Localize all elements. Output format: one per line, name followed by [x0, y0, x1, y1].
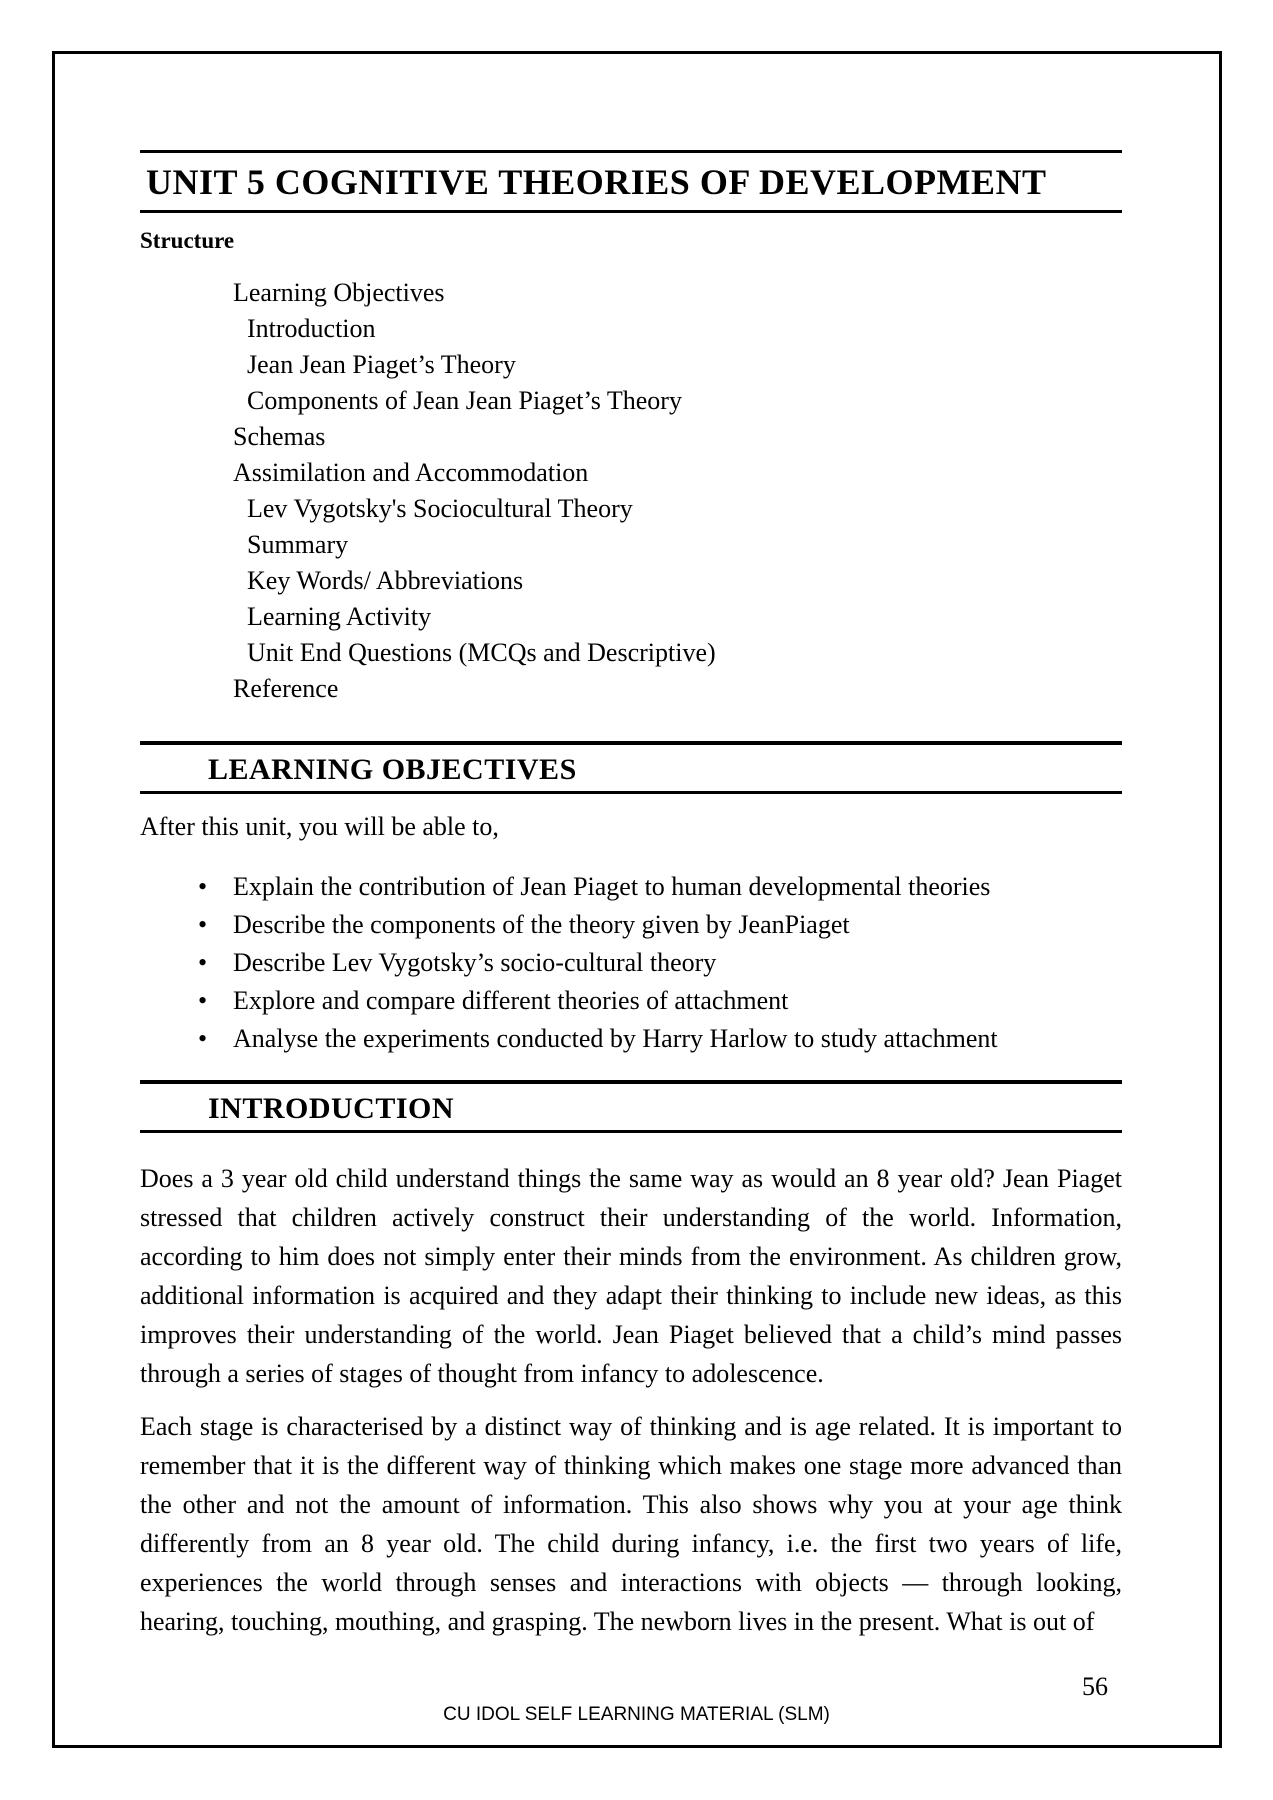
structure-item: Unit End Questions (MCQs and Descriptive)	[247, 638, 716, 668]
list-item	[140, 868, 1122, 906]
footer-text: CU IDOL SELF LEARNING MATERIAL (SLM)	[443, 1704, 830, 1725]
structure-heading: Structure	[140, 228, 235, 254]
page-content	[140, 54, 1122, 1641]
bullet-icon: •	[198, 1024, 208, 1054]
section-header-learning-objectives	[140, 741, 1122, 794]
intro-paragraph-1: Does a 3 year old child understand things the same way as would an 8 year old? Jean Piaget stressed that children actively construct their understanding of the world. Information, according to him does not simply enter their minds from the environment. As children grow, additional information is acquired and they adapt their thinking to include new ideas, as this improves their understanding of the world. Jean Piaget believed that a child’s mind passes through a series of stages of thought from infancy to adolescence.	[140, 1164, 1122, 1389]
list-item	[140, 1020, 1122, 1058]
intro-paragraph-2: Each stage is characterised by a distinct way of thinking and is age related. It is important to remember that it is the different way of thinking which makes one stage more advanced than the other and not the amount of information. This also shows why you at your age think differently from an 8 year old. The child during infancy, i.e. the first two years of life, experiences the world through senses and interactions with objects — through looking, hearing, touching, mouthing, and grasping. The newborn lives in the present. What is out of	[140, 1412, 1122, 1637]
structure-item: Learning Objectives	[233, 278, 445, 308]
page-number: 56	[1082, 1672, 1108, 1701]
list-item	[140, 944, 1122, 982]
structure-item: Schemas	[233, 422, 326, 452]
bullet-icon: •	[198, 872, 208, 902]
list-item	[140, 906, 1122, 944]
structure-item: Reference	[233, 674, 339, 704]
objectives-list	[140, 868, 1122, 1058]
structure-item: Lev Vygotsky's Sociocultural Theory	[247, 494, 633, 524]
introduction-heading: INTRODUCTION	[208, 1092, 455, 1126]
section-header-introduction	[140, 1080, 1122, 1133]
objective-text: Describe Lev Vygotsky’s socio-cultural theory	[233, 948, 717, 978]
bullet-icon: •	[198, 948, 208, 978]
unit-title-block	[140, 150, 1122, 213]
objective-text: Describe the components of the theory given by JeanPiaget	[233, 910, 850, 940]
structure-item: Components of Jean Jean Piaget’s Theory	[247, 386, 682, 416]
structure-item: Introduction	[247, 314, 376, 344]
structure-item: Learning Activity	[247, 602, 432, 632]
objective-text: Analyse the experiments conducted by Harry Harlow to study attachment	[233, 1024, 998, 1054]
structure-item: Assimilation and Accommodation	[233, 458, 589, 488]
learning-objectives-heading: LEARNING OBJECTIVES	[208, 753, 577, 787]
bullet-icon: •	[198, 986, 208, 1016]
objectives-intro-line: After this unit, you will be able to,	[140, 812, 499, 842]
list-item	[140, 982, 1122, 1020]
structure-list	[140, 275, 1122, 707]
structure-item: Key Words/ Abbreviations	[247, 566, 524, 596]
structure-item: Summary	[247, 530, 349, 560]
objective-text: Explain the contribution of Jean Piaget to human developmental theories	[233, 872, 991, 902]
page-border-frame	[52, 51, 1222, 1748]
bullet-icon: •	[198, 910, 208, 940]
page-title: UNIT 5 COGNITIVE THEORIES OF DEVELOPMENT	[146, 162, 1047, 202]
structure-item: Jean Jean Piaget’s Theory	[247, 350, 516, 380]
objective-text: Explore and compare different theories of attachment	[233, 986, 789, 1016]
